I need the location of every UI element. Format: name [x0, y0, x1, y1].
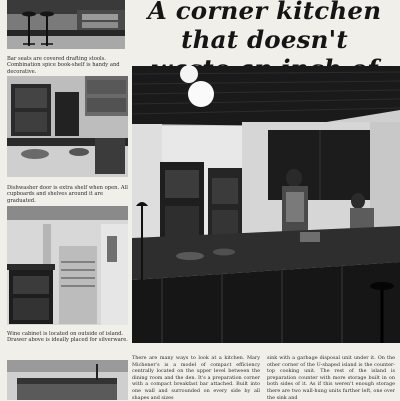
caption-wine: Wine cabinet is located on outside of island. Drawer above is ideally placed for silverware. — [7, 331, 128, 344]
headline-line-1: A corner kitchen that doesn't — [147, 0, 382, 54]
wine-cabinet-photo — [7, 206, 128, 325]
kitchen-main-photo — [132, 66, 400, 343]
caption-dishwasher: Dishwasher door is extra shelf when open. All cupboards and shelves around it are graduated. — [7, 185, 128, 204]
body-column-2: sink with a garbage disposal unit under it. On the other corner of the U-shaped island is the counter-top cooking unit. The rest of the island is preparation counter with more storage built in on both sides of it. As if this weren't enough storage there are two wall-hung units further left, one over the sink and — [267, 355, 395, 401]
counter-photo — [7, 360, 128, 400]
dishwasher-photo — [7, 76, 128, 177]
bar-stools-photo — [7, 0, 125, 49]
caption-stools: Bar seats are covered drafting stools. Combination spice book-shelf is handy and decorative. — [7, 56, 120, 75]
body-column-1: There are many ways to look at a kitchen. Mary Michener's is a model of compact efficiency centrally located on the upper level between the dining room and the den. It's a preparation corner with a compact breakfast bar attached. Built into one wall and surrounded on every side by all shapes and sizes — [132, 355, 260, 401]
